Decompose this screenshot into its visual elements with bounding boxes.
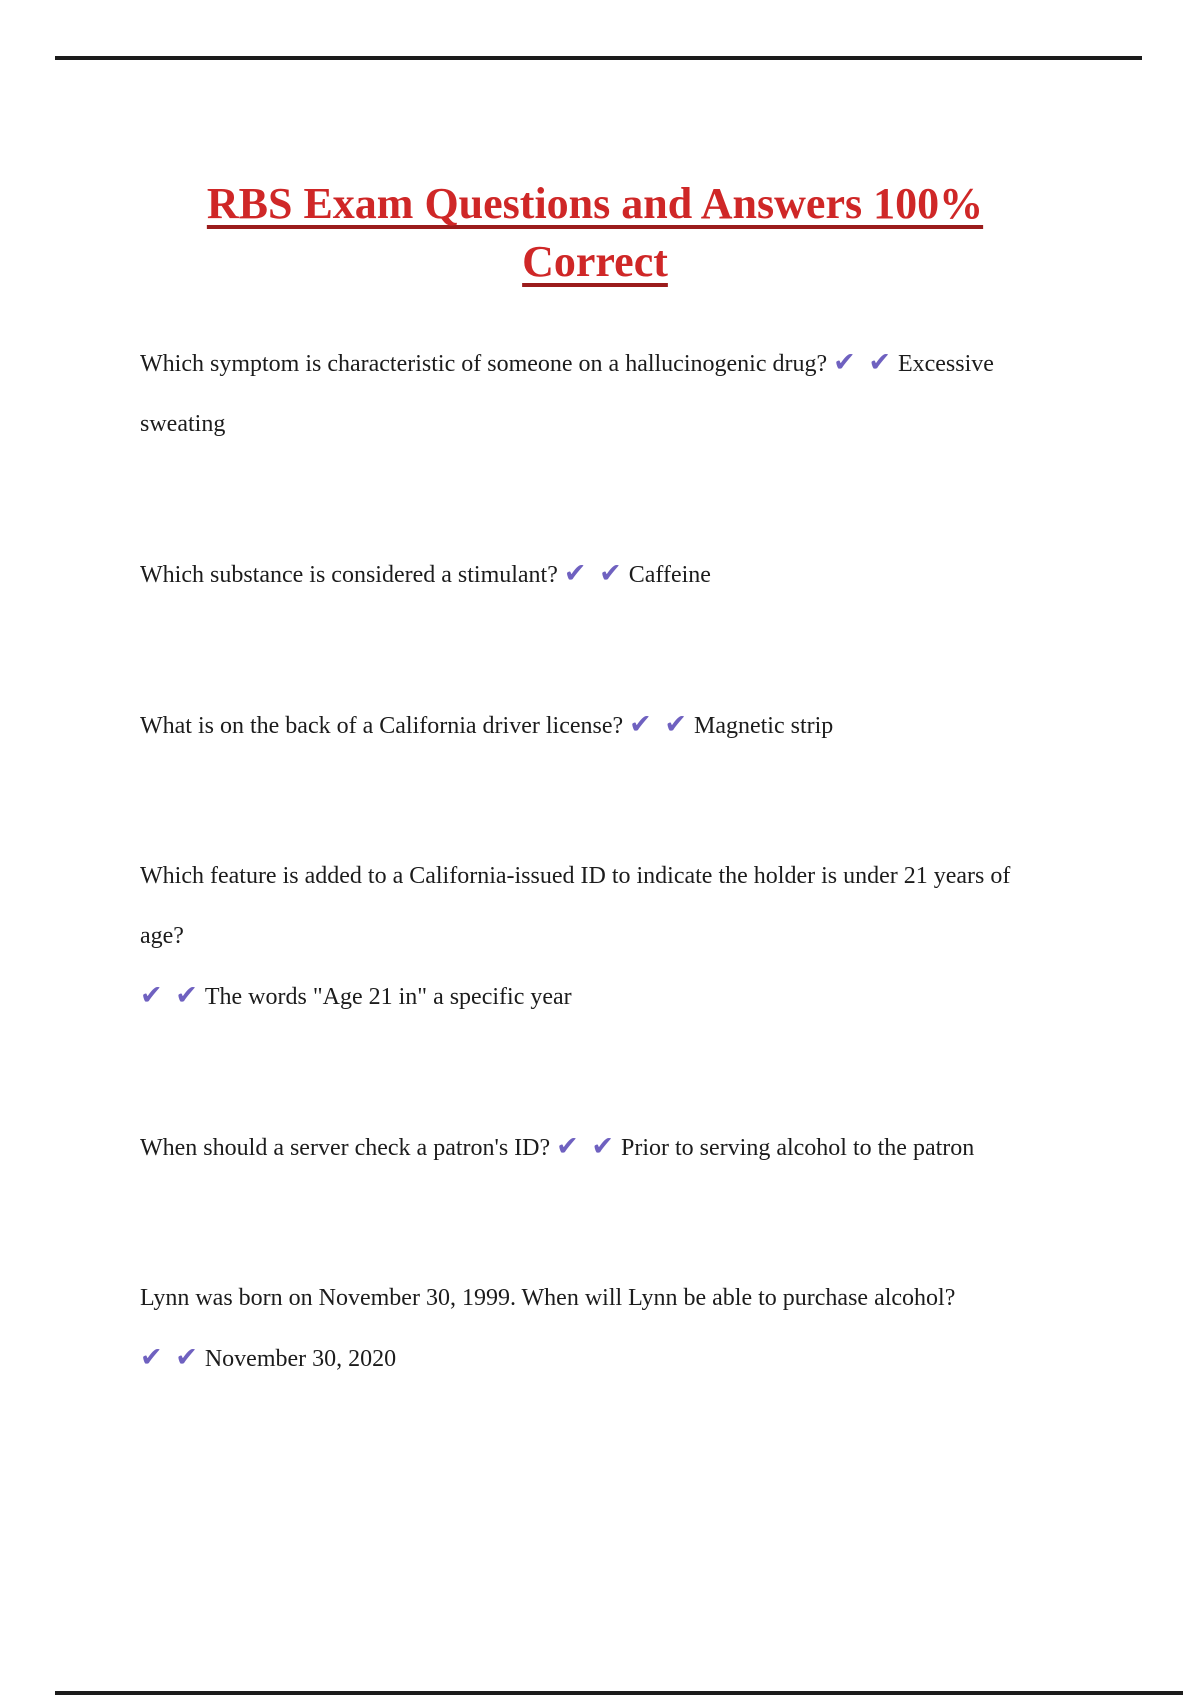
question-text: Which feature is added to a California-issued ID to indicate the holder is under 21 years of age? (140, 863, 1011, 949)
page-title-line-2: Correct (522, 237, 668, 287)
question-text: Which substance is considered a stimulant? (140, 562, 558, 588)
bottom-horizontal-rule (55, 1691, 1183, 1695)
double-checkmark-icon: ✔ ✔ (833, 347, 893, 378)
top-horizontal-rule (55, 56, 1142, 60)
answer-separator (558, 562, 564, 588)
double-checkmark-icon: ✔ ✔ (140, 1342, 200, 1373)
answer-text: Prior to serving alcohol to the patron (621, 1135, 975, 1161)
answer-text: Excessive sweating (140, 351, 994, 437)
page-title (140, 175, 1050, 291)
qa-item (140, 695, 1050, 756)
question-text: Lynn was born on November 30, 1999. When will Lynn be able to purchase alcohol? (140, 1285, 956, 1311)
answer-text: Magnetic strip (693, 713, 834, 739)
answer-text: November 30, 2020 (204, 1346, 397, 1372)
question-text: What is on the back of a California driver license? (140, 713, 624, 739)
qa-item (140, 544, 1050, 605)
qa-item (140, 1117, 1050, 1178)
question-text: When should a server check a patron's ID? (140, 1135, 551, 1161)
double-checkmark-icon: ✔ ✔ (629, 709, 689, 740)
question-text: Which symptom is characteristic of someone on a hallucinogenic drug? (140, 351, 828, 377)
answer-text: The words "Age 21 in" a specific year (204, 984, 572, 1010)
double-checkmark-icon: ✔ ✔ (140, 980, 200, 1011)
qa-item (140, 333, 1050, 454)
qa-item (140, 1268, 1050, 1389)
double-checkmark-icon: ✔ ✔ (563, 558, 624, 589)
answer-text: Caffeine (628, 562, 711, 588)
qa-item (140, 846, 1050, 1027)
qa-list (140, 333, 1050, 1479)
page-title-line-1: RBS Exam Questions and Answers 100% (206, 179, 984, 229)
double-checkmark-icon: ✔ ✔ (556, 1131, 616, 1162)
